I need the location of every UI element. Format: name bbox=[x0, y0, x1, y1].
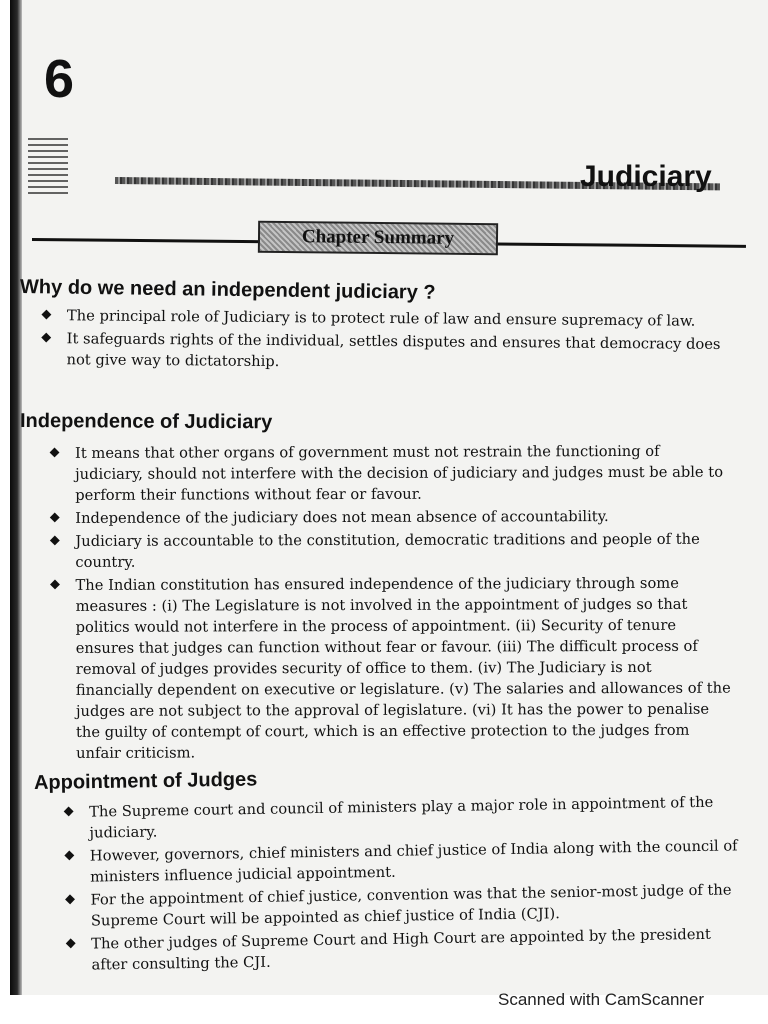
bullet-diamond-icon bbox=[50, 448, 60, 458]
bullet-diamond-icon bbox=[64, 806, 74, 816]
list-item bbox=[64, 923, 743, 976]
list-item-text: For the appointment of chief justice, convention was that the senior-most judge of the Supreme Court will be appointed as chief justice of India (CJI). bbox=[90, 881, 732, 930]
decorative-tick-marks bbox=[28, 138, 68, 196]
list-item bbox=[48, 441, 732, 506]
list-item-text: It means that other organs of government must not restrain the functioning of judiciary, should not interfere with the decision of judiciary and judges must be able to perform their functions without fear or favour. bbox=[75, 442, 724, 504]
independence-list bbox=[48, 441, 733, 766]
list-item-text: The Supreme court and council of ministers play a major role in appointment of the judiciary. bbox=[89, 793, 714, 842]
bullet-diamond-icon bbox=[66, 938, 76, 948]
chapter-title: Judiciary bbox=[580, 160, 712, 193]
list-item-text: The other judges of Supreme Court and High Court are appointed by the president after consulting the CJI. bbox=[91, 925, 711, 974]
chapter-summary-label: Chapter Summary bbox=[258, 221, 498, 256]
list-item bbox=[39, 328, 729, 376]
section-heading-independence: Independence of Judiciary bbox=[19, 410, 273, 434]
bullet-diamond-icon bbox=[50, 513, 60, 523]
list-item bbox=[48, 506, 732, 529]
bullet-diamond-icon bbox=[65, 894, 75, 904]
bullet-diamond-icon bbox=[50, 580, 60, 590]
why-independent-list bbox=[39, 305, 730, 378]
list-item-text: Judiciary is accountable to the constitution, democratic traditions and people of the country. bbox=[75, 530, 700, 571]
bullet-diamond-icon bbox=[41, 333, 51, 343]
list-item-text: The principal role of Judiciary is to protect rule of law and ensure supremacy of law. bbox=[66, 307, 696, 330]
list-item bbox=[48, 529, 732, 573]
list-item bbox=[48, 573, 733, 764]
appointment-list bbox=[62, 791, 743, 978]
bullet-diamond-icon bbox=[41, 310, 51, 320]
scanned-page bbox=[10, 0, 768, 995]
bullet-diamond-icon bbox=[50, 536, 60, 546]
page-binding-shadow bbox=[10, 0, 22, 995]
list-item-text: It safeguards rights of the individual, settles disputes and ensures that democracy does not give way to dictatorship. bbox=[66, 330, 721, 371]
list-item-text: However, governors, chief ministers and chief justice of India along with the council of ministers influence judicial appointment. bbox=[89, 837, 738, 886]
bullet-diamond-icon bbox=[64, 850, 74, 860]
camscanner-watermark: Scanned with CamScanner bbox=[498, 990, 705, 1009]
list-item-text: The Indian constitution has ensured independence of the judiciary through some measures : (i) The Legislature is not involved in the appointment of judges so that politics would not interfere in the process of appointment. (ii) Security of tenure ensures that judges can function without fear or favour. (iii) The difficult process of removal of judges provides security of office to them. (iv) The Judiciary is not financially dependent on executive or legislature. (v) The salaries and allowances of the judges are not subject to the approval of legislature. (vi) It has the power to penalise the guilty of contempt of court, which is an effective protection to the judges from unfair criticism. bbox=[75, 574, 731, 762]
chapter-number: 6 bbox=[44, 49, 75, 109]
section-heading-appointment: Appointment of Judges bbox=[33, 768, 258, 794]
section-heading-why-independent: Why do we need an independent judiciary ? bbox=[19, 276, 436, 304]
list-item-text: Independence of the judiciary does not mean absence of accountability. bbox=[75, 508, 609, 527]
